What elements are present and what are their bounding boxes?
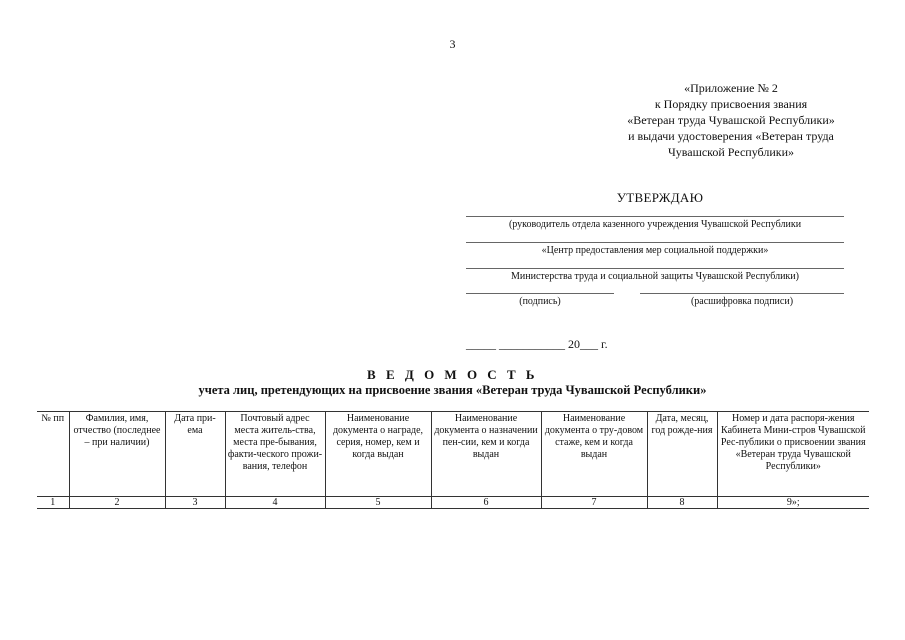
column-number: 6: [431, 497, 541, 509]
column-header: Наименование документа о тру-довом стаже, кем и когда выдан: [541, 412, 647, 497]
signature-decode-label: (расшифровка подписи): [640, 293, 844, 307]
column-number: 9»;: [717, 497, 869, 509]
approval-heading: УТВЕРЖДАЮ: [616, 190, 704, 205]
column-header: Наименование документа о назначении пен-сии, кем и когда выдан: [431, 412, 541, 497]
column-header: Фамилия, имя, отчество (последнее – при наличии): [69, 412, 165, 497]
column-number-row: [37, 497, 869, 509]
appendix-line: к Порядку присвоения звания: [654, 97, 808, 111]
column-header: № пп: [37, 412, 69, 497]
column-number: 2: [69, 497, 165, 509]
column-number: 4: [225, 497, 325, 509]
column-number: 3: [165, 497, 225, 509]
appendix-line: и выдачи удостоверения «Ветеран труда: [628, 129, 834, 143]
column-header: Почтовый адрес места житель-ства, места пре-бывания, факти-ческого прожи-вания, телефон: [225, 412, 325, 497]
page-number: 3: [449, 37, 456, 51]
column-header: Наименование документа о награде, серия, номер, кем и когда выдан: [325, 412, 431, 497]
appendix-line: «Ветеран труда Чувашской Республики»: [627, 113, 835, 127]
document-subtitle: учета лиц, претендующих на присвоение звания «Ветеран труда Чувашской Республики»: [198, 383, 707, 397]
column-header: Дата, месяц, год рожде-ния: [647, 412, 717, 497]
signature-label: (подпись): [466, 293, 614, 307]
column-number: 1: [37, 497, 69, 509]
approver-position-line-1: (руководитель отдела казенного учреждения Чувашской Республики: [466, 216, 844, 230]
register-table: [37, 411, 869, 509]
appendix-note: [556, 80, 905, 160]
approver-position-line-2: «Центр предоставления мер социальной поддержки»: [466, 242, 844, 256]
table-header-row: [37, 412, 869, 497]
column-number: 7: [541, 497, 647, 509]
document-title: В Е Д О М О С Т Ь: [367, 367, 538, 382]
column-number: 8: [647, 497, 717, 509]
column-header: Дата при-ема: [165, 412, 225, 497]
approver-position-line-3: Министерства труда и социальной защиты Чувашской Республики): [466, 268, 844, 282]
appendix-line: Чувашской Республики»: [667, 145, 795, 159]
appendix-line: «Приложение № 2: [684, 81, 778, 95]
column-number: 5: [325, 497, 431, 509]
approval-date-line: _____ ___________ 20___ г.: [466, 337, 608, 351]
column-header: Номер и дата распоря-жения Кабинета Мини-стров Чувашской Рес-публики о присвоении звания «Ветеран труда Чувашской Республики»: [717, 412, 869, 497]
